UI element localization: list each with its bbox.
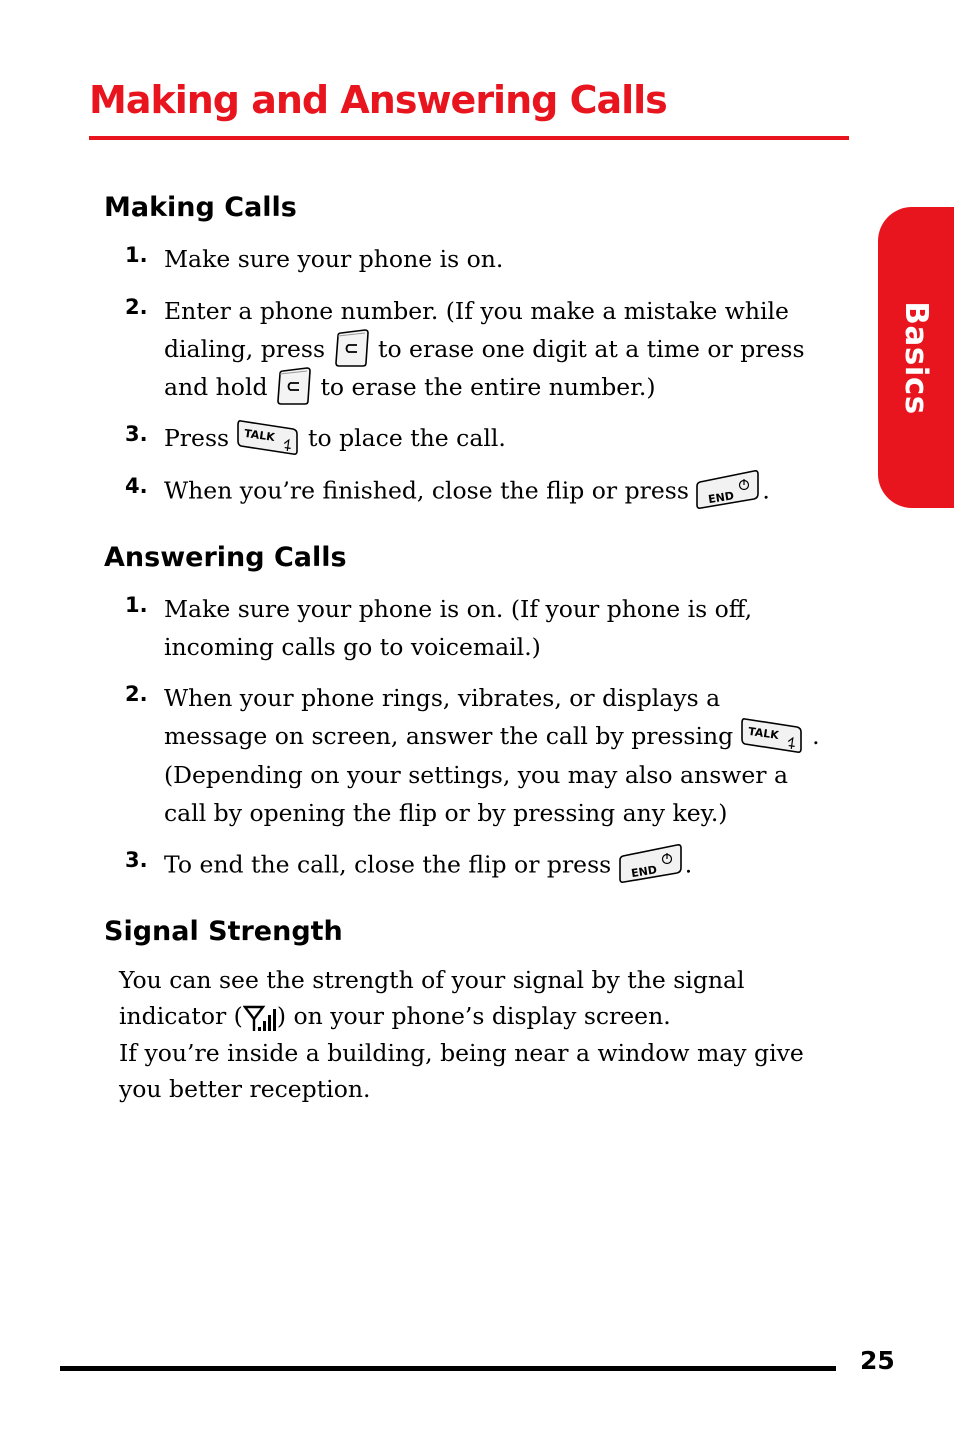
making-calls-heading: Making Calls (104, 192, 297, 223)
step-text-fragment: Press (164, 424, 230, 452)
step-text-fragment: . (812, 722, 820, 750)
step-text-line: call by opening the flip or by pressing any key.) (164, 799, 728, 827)
step-text-line (164, 330, 844, 371)
section-side-tab (878, 207, 954, 508)
end-key-label: END (629, 863, 658, 881)
step-text-fragment: . (762, 476, 770, 505)
step-number: 4. (125, 474, 148, 498)
answering-calls-heading: Answering Calls (104, 542, 347, 573)
step-number: 2. (125, 295, 148, 319)
step-text-line (164, 368, 844, 409)
talk-key-label: TALK (747, 724, 780, 742)
page-number: 25 (860, 1346, 895, 1375)
step-number: 3. (125, 848, 148, 872)
step-text-line (164, 717, 844, 758)
step-text-fragment: to place the call. (308, 424, 506, 452)
step-text-line (164, 471, 844, 513)
back-key-icon (275, 366, 313, 406)
title-underline (89, 136, 849, 140)
page-title: Making and Answering Calls (89, 78, 667, 122)
step-text-line: Make sure your phone is on. (If your phone is off, (164, 595, 753, 623)
step-text-fragment: and hold (164, 373, 268, 401)
step-text-line (164, 419, 844, 460)
step-text-fragment: To end the call, close the flip or press (164, 850, 612, 879)
end-key-icon (619, 842, 685, 884)
text-fragment: indicator ( (119, 1002, 243, 1030)
step-number: 3. (125, 422, 148, 446)
step-text-line: incoming calls go to voicemail.) (164, 633, 541, 661)
step-text: Make sure your phone is on. (164, 245, 504, 273)
step-text-fragment: to erase one digit at a time or press (378, 335, 805, 363)
step-number: 1. (125, 243, 148, 267)
step-text-line: Enter a phone number. (If you make a mistake while (164, 297, 789, 325)
talk-key-icon (237, 417, 301, 457)
step-text-fragment: dialing, press (164, 335, 326, 363)
signal-strength-icon (243, 1003, 277, 1033)
step-text-fragment: message on screen, answer the call by pressing (164, 722, 734, 750)
step-text-line: When your phone rings, vibrates, or displays a (164, 684, 721, 712)
footer-rule (60, 1366, 836, 1371)
end-key-icon (696, 468, 762, 510)
step-number: 1. (125, 593, 148, 617)
side-tab-label: Basics (898, 300, 934, 415)
talk-key-icon (741, 715, 805, 755)
step-text-line (164, 845, 844, 887)
step-text-line: (Depending on your settings, you may also answer a (164, 761, 788, 789)
step-text-fragment: . (684, 850, 693, 879)
end-key-label: END (707, 489, 736, 507)
signal-paragraph-line: you better reception. (119, 1075, 371, 1103)
text-fragment: ) on your phone’s display screen. (276, 1002, 671, 1030)
step-text-fragment: When you’re finished, close the flip or press (164, 476, 689, 505)
signal-paragraph-line: If you’re inside a building, being near a window may give (119, 1039, 804, 1067)
signal-paragraph-line: You can see the strength of your signal by the signal (119, 966, 745, 994)
signal-paragraph-line (119, 998, 849, 1035)
step-text-fragment: to erase the entire number.) (320, 373, 656, 401)
step-number: 2. (125, 682, 148, 706)
back-key-icon (333, 328, 371, 368)
signal-strength-heading: Signal Strength (104, 916, 343, 947)
talk-key-label: TALK (242, 426, 276, 444)
